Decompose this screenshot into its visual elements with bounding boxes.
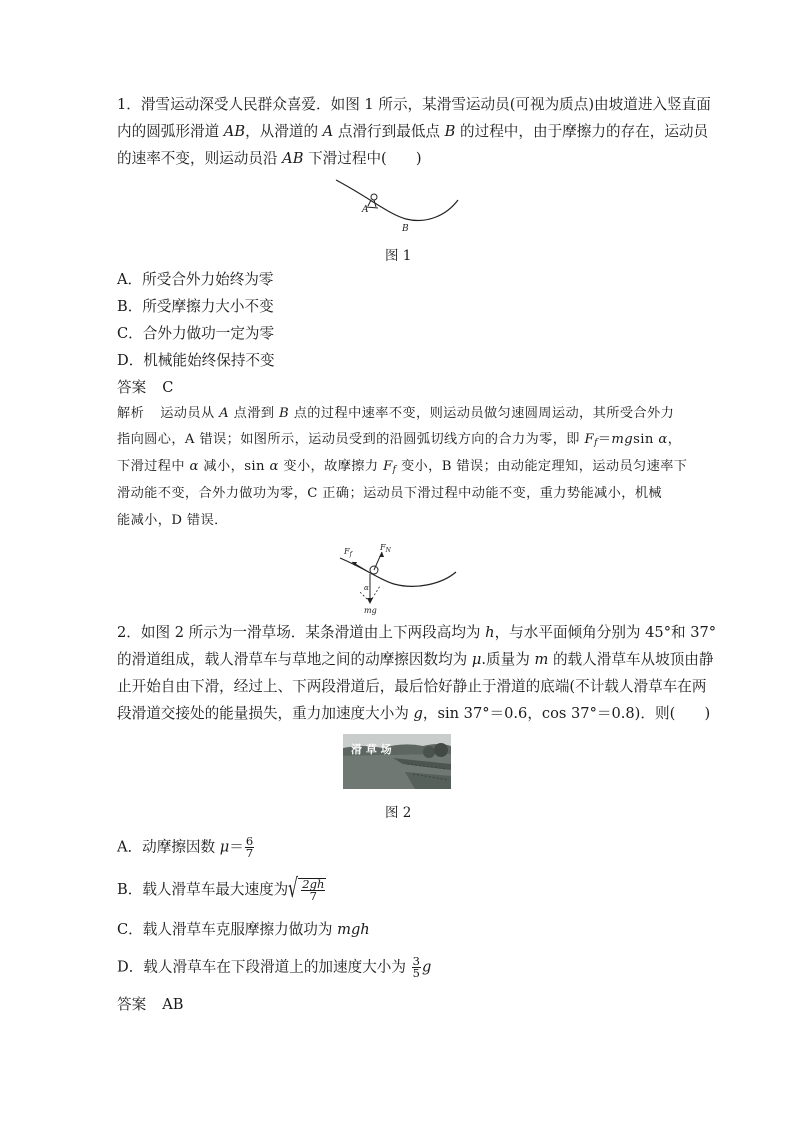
q1-option-a: A．所受合外力始终为零 [117,271,274,288]
fig1-label-A: A [362,205,369,215]
q1-option-d: D．机械能始终保持不变 [117,352,275,369]
q2-stem-line-2: 的滑道组成，载人滑草车与草地之间的动摩擦因数均为 μ.质量为 m 的载人滑草车从坡顶由静 [117,651,714,668]
q1-solution-line-5: 能减小，D 错误． [117,513,228,528]
q2-stem-line-1: 2．如图 2 所示为一滑草场．某条滑道由上下两段高均为 h，与水平面倾角分别为 45°和 37° [117,624,717,641]
q1-stem-line-1: 1．滑雪运动深受人民群众喜爱．如图 1 所示，某滑雪运动员(可视为质点)由坡道进入竖直面 [117,96,711,113]
q1-solution-line-1: 解析 运动员从 A 点滑到 B 点的过程中速率不变，则运动员做匀速圆周运动，其所受合外力 [117,406,675,421]
q1-solution-line-4: 滑动能不变，合外力做功为零，C 正确；运动员下滑过程中动能不变，重力势能减小，机械 [117,486,662,501]
photo-sign-text: 滑 草 场 [351,743,392,756]
grass-ski-field-photo [343,734,451,789]
force-Ff-label: $F_f$ [344,547,352,558]
figure-1-slope-diagram [330,176,466,236]
q2-option-b: B．载人滑草车最大速度为 √ $\frac{2gh}{7}$ [117,874,325,904]
force-diagram [330,540,466,616]
figure-1-caption: 图 1 [385,248,412,264]
q1-option-c: C．合外力做功一定为零 [117,325,275,342]
q1-solution-line-2: 指向圆心，A 错误；如图所示，运动员受到的沿圆弧切线方向的合力为零，即 $F_f=mgsin$ α， [117,432,682,448]
q1-answer: 答案 C [117,379,174,396]
fig1-label-B: B [402,224,409,234]
q2-stem-line-4: 段滑道交接处的能量损失，重力加速度大小为 g，sin 37°＝0.6，cos 37°＝0.8)．则( ) [117,705,711,722]
q2-option-a: A．动摩擦因数 μ＝ $\frac{6}{7}$ [117,834,254,860]
q2-answer: 答案 AB [117,996,184,1013]
q1-solution-line-3: 下滑过程中 α 减小，sin α 变小，故摩擦力 $F_f$ 变小，B 错误；由动能定理知，运动员匀速率下 [117,459,688,475]
fraction-6-7: $\frac{6}{7}$ [245,834,254,860]
q2-stem-line-3: 止开始自由下滑，经过上、下两段滑道后，最后恰好静止于滑道的底端(不计载人滑草车在两 [117,678,707,695]
force-FN-label: $F_N$ [380,543,391,554]
fraction-3-5: $\frac{3}{5}$ [412,954,420,980]
sqrt-expression: √ $\frac{2gh}{7}$ [288,874,325,904]
q2-option-c: C．载人滑草车克服摩擦力做功为 mgh [117,921,370,938]
q1-stem-line-2: 内的圆弧形滑道 AB，从滑道的 A 点滑行到最低点 B 的过程中，由于摩擦力的存在，运动员 [117,123,709,140]
q2-option-d: D．载人滑草车在下段滑道上的加速度大小为 $\frac{3}{5}$ g [117,954,432,980]
q1-stem-line-3: 的速率不变，则运动员沿 AB 下滑过程中( ) [117,150,422,167]
q1-option-b: B．所受摩擦力大小不变 [117,298,274,315]
force-mg-label: mg [364,606,377,615]
force-alpha-label: α [364,584,369,592]
figure-2-caption: 图 2 [385,805,412,821]
